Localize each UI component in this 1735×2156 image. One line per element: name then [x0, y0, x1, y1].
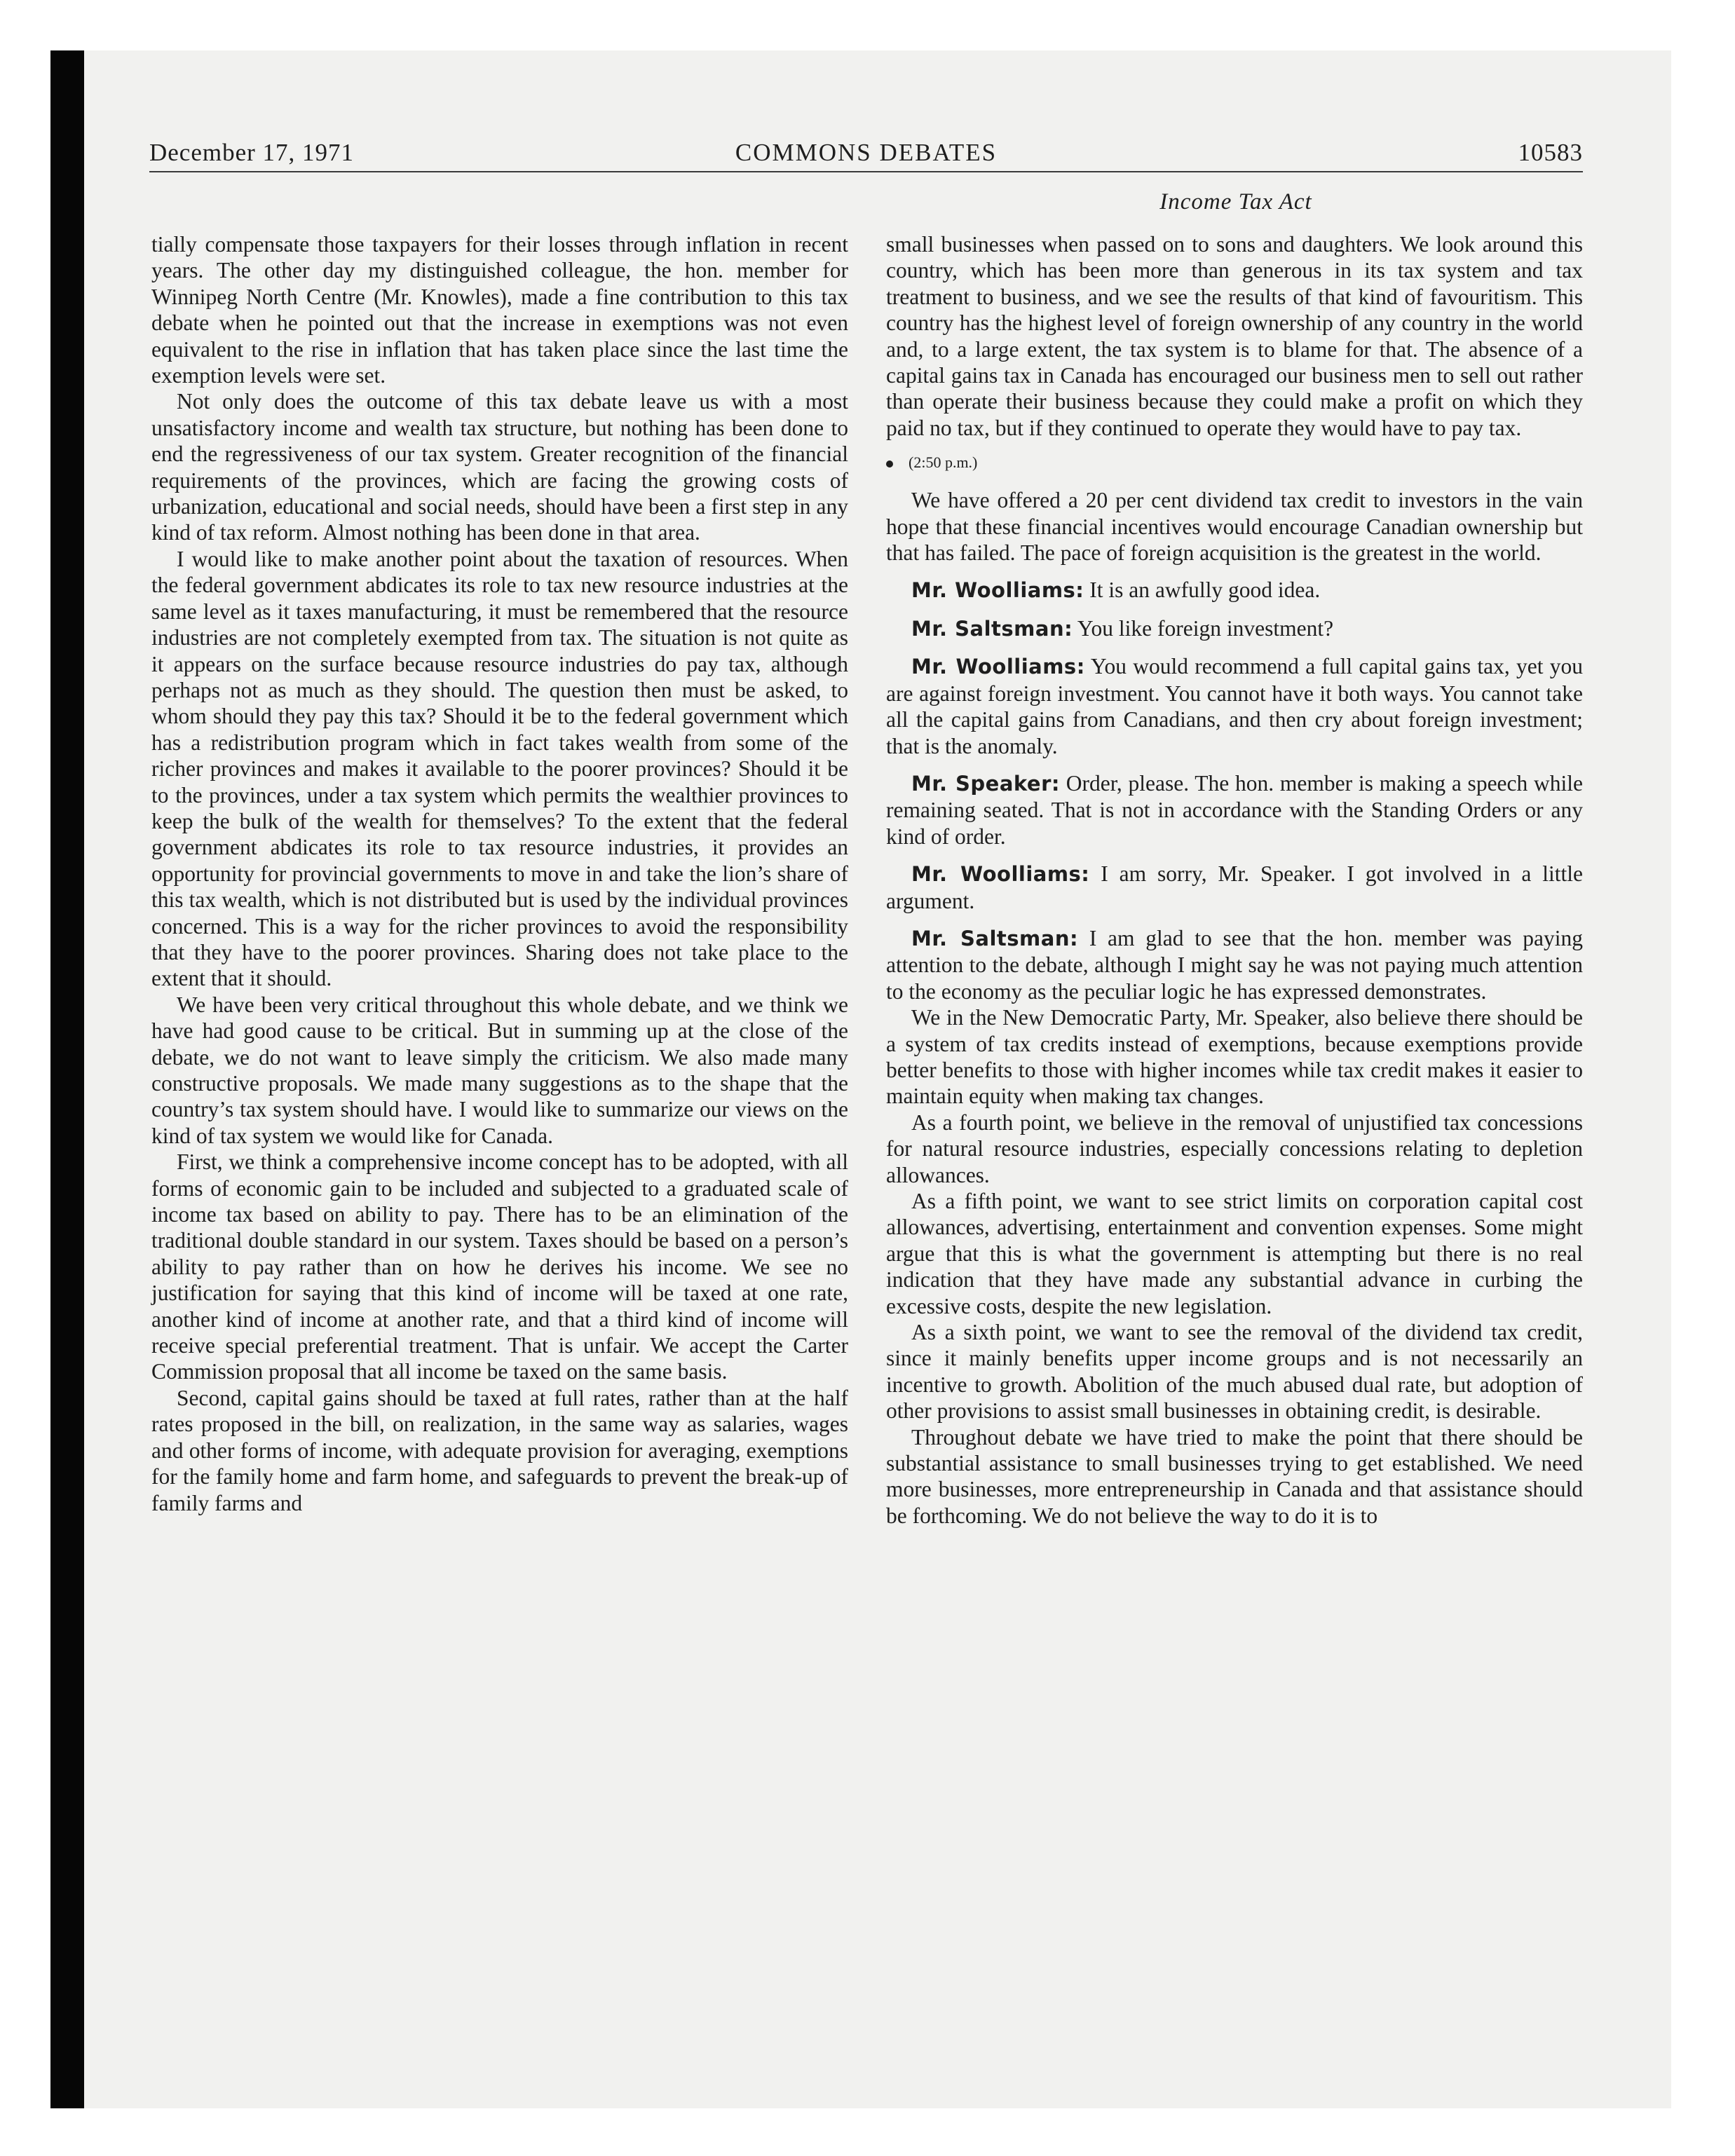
- speech-turn: [886, 925, 1583, 1004]
- timestamp-text: (2:50 p.m.): [909, 453, 978, 472]
- paragraph: tially compensate those taxpayers for their losses through inflation in recent years. The other day my distinguished colleague, the hon. member for Winnipeg North Centre (Mr. Knowles), made a fine contribution to this tax debate when he pointed out that the increase in exemptions was not even equivalent to the rise in inflation that has taken place since the last time the exemption levels were set.: [151, 232, 848, 388]
- speech-turn: [886, 861, 1583, 914]
- paragraph: As a fifth point, we want to see strict limits on corporation capital cost allowances, advertising, entertainment and convention expenses. Some might argue that this is what the government is attempting but there is no real indication that they have made any substantial advance in curbing the excessive costs, despite the new legislation.: [886, 1189, 1583, 1318]
- section-title: Income Tax Act: [1159, 189, 1312, 214]
- paragraph: Second, capital gains should be taxed at full rates, rather than at the half rates proposed in the bill, on realization, in the same way as salaries, wages and other forms of income, with adequate provision for averaging, exemptions for the family home and farm home, and safeguards to prevent the break-up of family farms and: [151, 1385, 848, 1515]
- page-number: 10583: [1518, 139, 1583, 166]
- speech-turn: [886, 577, 1583, 603]
- speech-text: I am sorry, Mr. Speaker. I got involved in a little argument.: [886, 861, 1583, 913]
- paragraph: First, we think a comprehensive income concept has to be adopted, with all forms of economic gain to be included and subjected to a graduated scale of income tax based on ability to pay. There has to be an elimination of the traditional double standard in our system. Taxes should be based on a person’s ability to pay rather than on how he derives his income. We see no justification for saying that this kind of income will be taxed at one rate, another kind of income at another rate, and that a third kind of income will receive special preferential treatment. That is unfair. We accept the Carter Commission proposal that all income be taxed on the same basis.: [151, 1149, 848, 1384]
- paragraph: Not only does the outcome of this tax debate leave us with a most unsatisfactory income and wealth tax structure, but nothing has been done to end the regressiveness of our tax system. Greater recognition of the financial requirements of the provinces, which are facing the growing costs of urbanization, educational and social needs, should have been a first step in any kind of tax reform. Almost nothing has been done in that area.: [151, 389, 848, 545]
- speech-text: You like foreign investment?: [1077, 615, 1334, 641]
- speaker-name: Mr. Speaker:: [911, 771, 1060, 796]
- right-column: [886, 231, 1583, 1529]
- scan-binding-edge: [50, 50, 84, 2108]
- paragraph: small businesses when passed on to sons and daughters. We look around this country, which has been more than generous in its tax system and tax treatment to business, and we see the results of that kind of favouritism. This country has the highest level of foreign ownership of any country in the world and, to a large extent, the tax system is to blame for that. The absence of a capital gains tax in Canada has encouraged our business men to sell out rather than operate their business because they could make a profit on which they paid no tax, but if they continued to operate they would have to pay tax.: [886, 232, 1583, 440]
- speaker-name: Mr. Woolliams:: [911, 862, 1090, 887]
- header-title: COMMONS DEBATES: [735, 139, 998, 166]
- speech-text: It is an awfully good idea.: [1089, 578, 1321, 603]
- time-marker: [886, 453, 1583, 472]
- left-column: [151, 231, 848, 1516]
- running-head: [149, 139, 1583, 172]
- paragraph: We have been very critical throughout this whole debate, and we think we have had good cause to be critical. But in summing up at the close of the debate, we do not want to leave simply the criticism. We also made many constructive proposals. We made many suggestions as to the shape that the country’s tax system should have. I would like to summarize our views on the kind of tax system we would like for Canada.: [151, 992, 848, 1148]
- speech-text: Order, please. The hon. member is making a speech while remaining seated. That is not in accordance with the Standing Orders or any kind of order.: [886, 770, 1583, 849]
- speech-text: You would recommend a full capital gains tax, yet you are against foreign investment. You cannot have it both ways. You cannot take all the capital gains from Canadians, and then cry about foreign investment; that is the anomaly.: [886, 654, 1583, 758]
- speech-turn: [886, 615, 1583, 642]
- speaker-name: Mr. Saltsman:: [911, 616, 1073, 641]
- speech-text: I am glad to see that the hon. member was paying attention to the debate, although I might say he was not paying much attention to the economy as the peculiar logic he has expressed demonstrates.: [886, 925, 1583, 1004]
- speaker-name: Mr. Saltsman:: [911, 926, 1079, 950]
- bullet-icon: [886, 460, 893, 468]
- paragraph: As a sixth point, we want to see the removal of the dividend tax credit, since it mainly benefits upper income groups and is not necessarily an incentive to growth. Abolition of the much abused dual rate, but adoption of other provisions to assist small businesses in obtaining credit, is desirable.: [886, 1320, 1583, 1424]
- paragraph: As a fourth point, we believe in the removal of unjustified tax concessions for natural resource industries, especially concessions relating to depletion allowances.: [886, 1110, 1583, 1187]
- paragraph: I would like to make another point about the taxation of resources. When the federal government abdicates its role to tax new resource industries at the same level as it taxes manufacturing, it must be remembered that the resource industries are not completely exempted from tax. The situation is not quite as it appears on the surface because resource industries do pay tax, although perhaps not as much as they should. The question then must be asked, to whom should they pay this tax? Should it be to the federal government which has a redistribution program which in fact takes wealth from some of the richer provinces and makes it available to the poorer provinces? Should it be to the provinces, under a tax system which permits the wealthier provinces to keep the bulk of the wealth for themselves? To the extent that the federal government abdicates its role to tax resource industries, it provides an opportunity for provincial governments to move in and take the lion’s share of this tax wealth, which is not distributed but is used by the individual provinces concerned. This is a way for the richer provinces to avoid the responsibility that they have to the poorer provinces. Sharing does not take place to the extent that it should.: [151, 546, 848, 991]
- paragraph: We in the New Democratic Party, Mr. Speaker, also believe there should be a system of tax credits instead of exemptions, because exemptions provide better benefits to those with higher incomes while tax credit makes it easier to maintain equity when making tax changes.: [886, 1005, 1583, 1109]
- speaker-name: Mr. Woolliams:: [911, 578, 1084, 603]
- paragraph: We have offered a 20 per cent dividend tax credit to investors in the vain hope that these financial incentives would encourage Canadian ownership but that has failed. The pace of foreign acquisition is the greatest in the world.: [886, 488, 1583, 566]
- speech-turn: [886, 653, 1583, 759]
- speaker-name: Mr. Woolliams:: [911, 655, 1085, 679]
- header-date: December 17, 1971: [149, 139, 355, 166]
- speech-turn: [886, 770, 1583, 850]
- paragraph: Throughout debate we have tried to make the point that there should be substantial assistance to small businesses trying to get established. We need more businesses, more entrepreneurship in Canada and that assistance should be forthcoming. We do not believe the way to do it is to: [886, 1424, 1583, 1528]
